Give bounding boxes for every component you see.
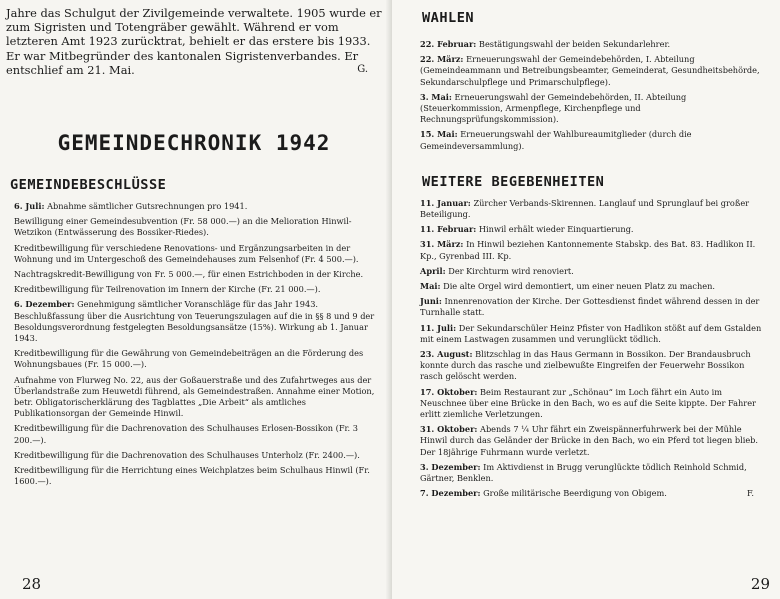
list-item: 23. August: Blitzschlag in das Haus Germann in Bossikon. Der Brandausbruch konnte durch das rasche und zielbewußte Eingreifen der Feuerwehr Bossikon rasch gelöscht werden. xyxy=(420,349,751,382)
list-item: Kreditbewilligung für die Dachrenovation des Schulhauses Erlosen-Bossikon (Fr. 3 200.—). xyxy=(14,423,358,445)
list-item: 11. Januar: Zürcher Verbands-Skirennen. Langlauf und Sprunglauf bei großer Beteiligung. xyxy=(420,197,750,220)
beschluesse-list xyxy=(6,201,382,487)
chronicle-title: GEMEINDECHRONIK 1942 xyxy=(57,131,331,156)
list-item: Kreditbewilligung für Teilrenovation im Innern der Kirche (Fr. 21 000.—). xyxy=(14,284,321,295)
list-item: 31. März: In Hinwil beziehen Kantonnemente Stabskp. des Bat. 83. Hadlikon II. Kp., Gyrenbad III. Kp. xyxy=(420,239,756,261)
page-number-left: 28 xyxy=(22,575,42,593)
list-item: Kreditbewilligung für verschiedene Renovations- und Ergänzungsarbeiten in der Wohnung und im Untergeschoß des Gemeindehauses zum Felsenhof (Fr. 4 500.—). xyxy=(14,242,359,264)
right-page xyxy=(392,0,780,599)
list-item: 3. Mai: Erneuerungswahl der Gemeindebehörden, II. Abteilung (Steuerkommission, Armenpflege, Kirchenpflege und Rechnungsprüfungskommission). xyxy=(420,91,687,125)
section-title-beschluesse: GEMEINDEBESCHLÜSSE xyxy=(10,177,167,194)
list-item: 22. Februar: Bestätigungswahl der beiden Sekundarlehrer. xyxy=(420,39,671,49)
list-item: 17. Oktober: Beim Restaurant zur „Schönau“ im Loch fährt ein Auto im Neuschnee über eine Brücke in den Bach, wo es auf die Seite kippte. Der Fahrer erlitt ziemliche Verletzungen. xyxy=(420,386,756,420)
list-item: 6. Dezember: Genehmigung sämtlicher Voranschläge für das Jahr 1943. Beschlußfassung über die Ausrichtung von Teuerungszulagen auf die in §§ 8 und 9 der Besoldungsverordnung festgelegten Besoldungsansätze (15%). Wirkung ab 1. Januar 1943. xyxy=(14,299,375,344)
list-item: 7. Dezember: Große militärische Beerdigung von Obigem. F. xyxy=(420,488,754,499)
list-item: Kreditbewilligung für die Gewährung von Gemeindebeiträgen an die Förderung des Wohnungsbaues (Fr. 15 000.—). xyxy=(14,348,364,370)
list-item: April: Der Kirchturm wird renoviert. xyxy=(420,265,574,276)
section-title-wahlen: WAHLEN xyxy=(422,10,475,26)
list-item: 22. März: Erneuerungswahl der Gemeindebehörden, I. Abteilung (Gemeindeammann und Betreibungsbeamter, Gemeinderat, Gesundheitsbehörde, Sekundarschulpflege und Primarschulpflege). xyxy=(420,54,760,87)
list-item: Juni: Innenrenovation der Kirche. Der Gottesdienst findet während dessen in der Turnhalle statt. xyxy=(420,296,760,318)
intro-paragraph: Jahre das Schulgut der Zivilgemeinde verwaltete. 1905 wurde er zum Sigristen und Totengräber gewählt. Während er vom letzteren Amt 1923 zurücktrat, behielt er das erstere bis 1933. Er war Mitbegründer des kantonalen Sigristenverbandes. Er entschlief am 21. Mai. G. xyxy=(6,6,382,77)
list-item: Mai: Die alte Orgel wird demontiert, um einer neuen Platz zu machen. xyxy=(420,281,716,292)
list-item: 3. Dezember: Im Aktivdienst in Brugg verunglückte tödlich Reinhold Schmid, Gärtner, Benklen. xyxy=(420,461,747,484)
wahlen-list xyxy=(420,39,766,152)
begebenheiten-list xyxy=(420,198,766,500)
list-item: 31. Oktober: Abends 7 ¼ Uhr fährt ein Zweispännerfuhrwerk bei der Mühle Hinwil durch das Geländer der Brücke in den Bach, wo ein Pferd tot liegen blieb. Der 18jährige Fuhrmann wurde verletzt. xyxy=(420,424,759,457)
list-item: Aufnahme von Flurweg No. 22, aus der Goßauerstraße und des Zufahrtweges aus der Überlandstraße zum Heuwetdi führend, als Gemeindestraßen. Annahme einer Motion, betr. Obligatorischerklärung des Tagblattes „Die Arbeit“ als amtliches Publikationsorgan der Gemeinde Hinwil. xyxy=(14,374,375,419)
section-title-begebenheiten: WEITERE BEGEBENHEITEN xyxy=(422,173,605,190)
list-item: 11. Februar: Hinwil erhält wieder Einquartierung. xyxy=(420,224,634,235)
list-item: Kreditbewilligung für die Dachrenovation des Schulhauses Unterholz (Fr. 2400.—). xyxy=(14,449,360,460)
list-item: 15. Mai: Erneuerungswahl der Wahlbureaumitglieder (durch die Gemeindeversammlung). xyxy=(420,129,692,151)
events-signature: F. xyxy=(746,488,754,499)
list-item: Bewilligung einer Gemeindesubvention (Fr. 58 000.—) an die Melioration Hinwil-Wetzikon (Entwässerung des Bossiker-Riedes). xyxy=(14,216,352,238)
list-item: Nachtragskredit-Bewilligung von Fr. 5 000.—, für einen Estrichboden in der Kirche. xyxy=(14,269,364,280)
page-number-right: 29 xyxy=(750,575,770,593)
list-item: Kreditbewilligung für die Herrichtung eines Weichplatzes beim Schulhaus Hinwil (Fr. 1600.—). xyxy=(14,465,370,487)
intro-signature: G. xyxy=(357,63,368,75)
list-item: 6. Juli: Abnahme sämtlicher Gutsrechnungen pro 1941. xyxy=(14,201,248,212)
list-item: 11. Juli: Der Sekundarschüler Heinz Pfister von Hadlikon stößt auf dem Gstalden mit einem Lastwagen zusammen und verunglückt tödlich. xyxy=(420,322,762,344)
